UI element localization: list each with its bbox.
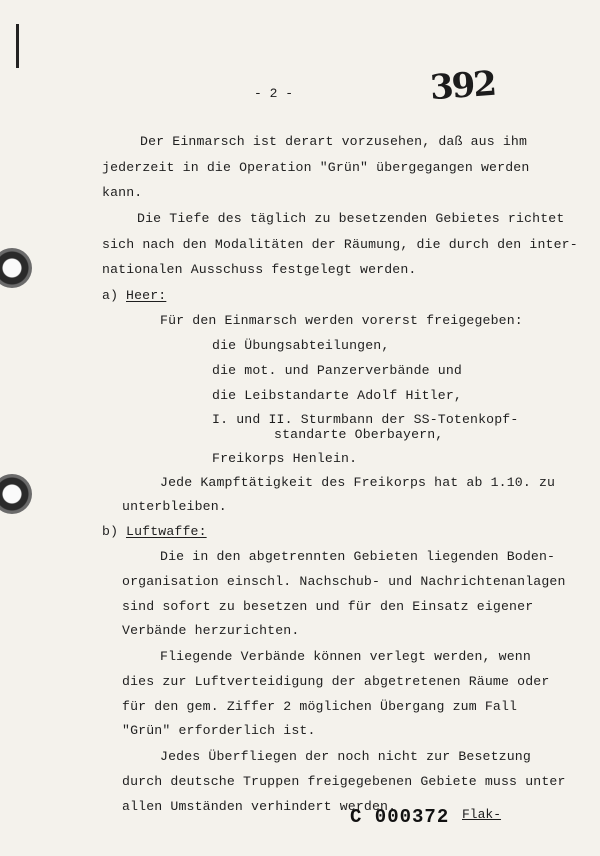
body-line: kann. xyxy=(102,185,143,200)
section-a-item: die Leibstandarte Adolf Hitler, xyxy=(212,388,462,403)
section-b-line: allen Umständen verhindert werden. xyxy=(122,799,397,814)
page-number: - 2 - xyxy=(254,86,294,101)
body-line: Die Tiefe des täglich zu besetzenden Gebietes richtet xyxy=(137,211,565,226)
handwritten-folio-number: 392 xyxy=(428,63,497,109)
section-a-item: standarte Oberbayern, xyxy=(274,427,444,442)
section-a-item: I. und II. Sturmbann der SS-Totenkopf- xyxy=(212,412,519,427)
section-a-note: Jede Kampftätigkeit des Freikorps hat ab 1.10. zu xyxy=(160,475,556,490)
document-stamp-number: C 000372 xyxy=(350,806,450,828)
section-a-note: unterbleiben. xyxy=(122,499,227,514)
section-b-line: für den gem. Ziffer 2 möglichen Übergang zum Fall xyxy=(122,699,518,714)
section-b-line: dies zur Luftverteidigung der abgetretenen Räume oder xyxy=(122,674,550,689)
body-line: jederzeit in die Operation "Grün" übergegangen werden xyxy=(102,160,530,175)
section-b-line: organisation einschl. Nachschub- und Nachrichtenanlagen xyxy=(122,574,566,589)
section-a-item: die mot. und Panzerverbände und xyxy=(212,363,462,378)
margin-pen-mark xyxy=(16,24,19,68)
section-a-item: Freikorps Henlein. xyxy=(212,451,358,466)
section-a-intro: Für den Einmarsch werden vorerst freigegeben: xyxy=(160,313,523,328)
section-b-line: Jedes Überfliegen der noch nicht zur Besetzung xyxy=(160,749,531,764)
section-b-line: Fliegende Verbände können verlegt werden, wenn xyxy=(160,649,531,664)
body-line: Der Einmarsch ist derart vorzusehen, daß aus ihm xyxy=(140,134,528,149)
section-a-item: die Übungsabteilungen, xyxy=(212,338,390,353)
section-a-heading: Heer: xyxy=(126,288,167,303)
section-b-line: sind sofort zu besetzen und für den Einsatz eigener xyxy=(122,599,534,614)
body-line: sich nach den Modalitäten der Räumung, die durch den inter- xyxy=(102,237,578,252)
section-b-line: Verbände herzurichten. xyxy=(122,623,300,638)
punch-hole-bottom xyxy=(0,474,32,514)
section-b-line: "Grün" erforderlich ist. xyxy=(122,723,316,738)
catchword: Flak- xyxy=(462,807,502,822)
section-b-heading: Luftwaffe: xyxy=(126,524,207,539)
section-b-line: durch deutsche Truppen freigegebenen Gebiete muss unter xyxy=(122,774,566,789)
section-b-line: Die in den abgetrennten Gebieten liegenden Boden- xyxy=(160,549,556,564)
section-b-label: b) xyxy=(102,524,119,539)
punch-hole-top xyxy=(0,248,32,288)
section-a-label: a) xyxy=(102,288,119,303)
body-line: nationalen Ausschuss festgelegt werden. xyxy=(102,262,417,277)
